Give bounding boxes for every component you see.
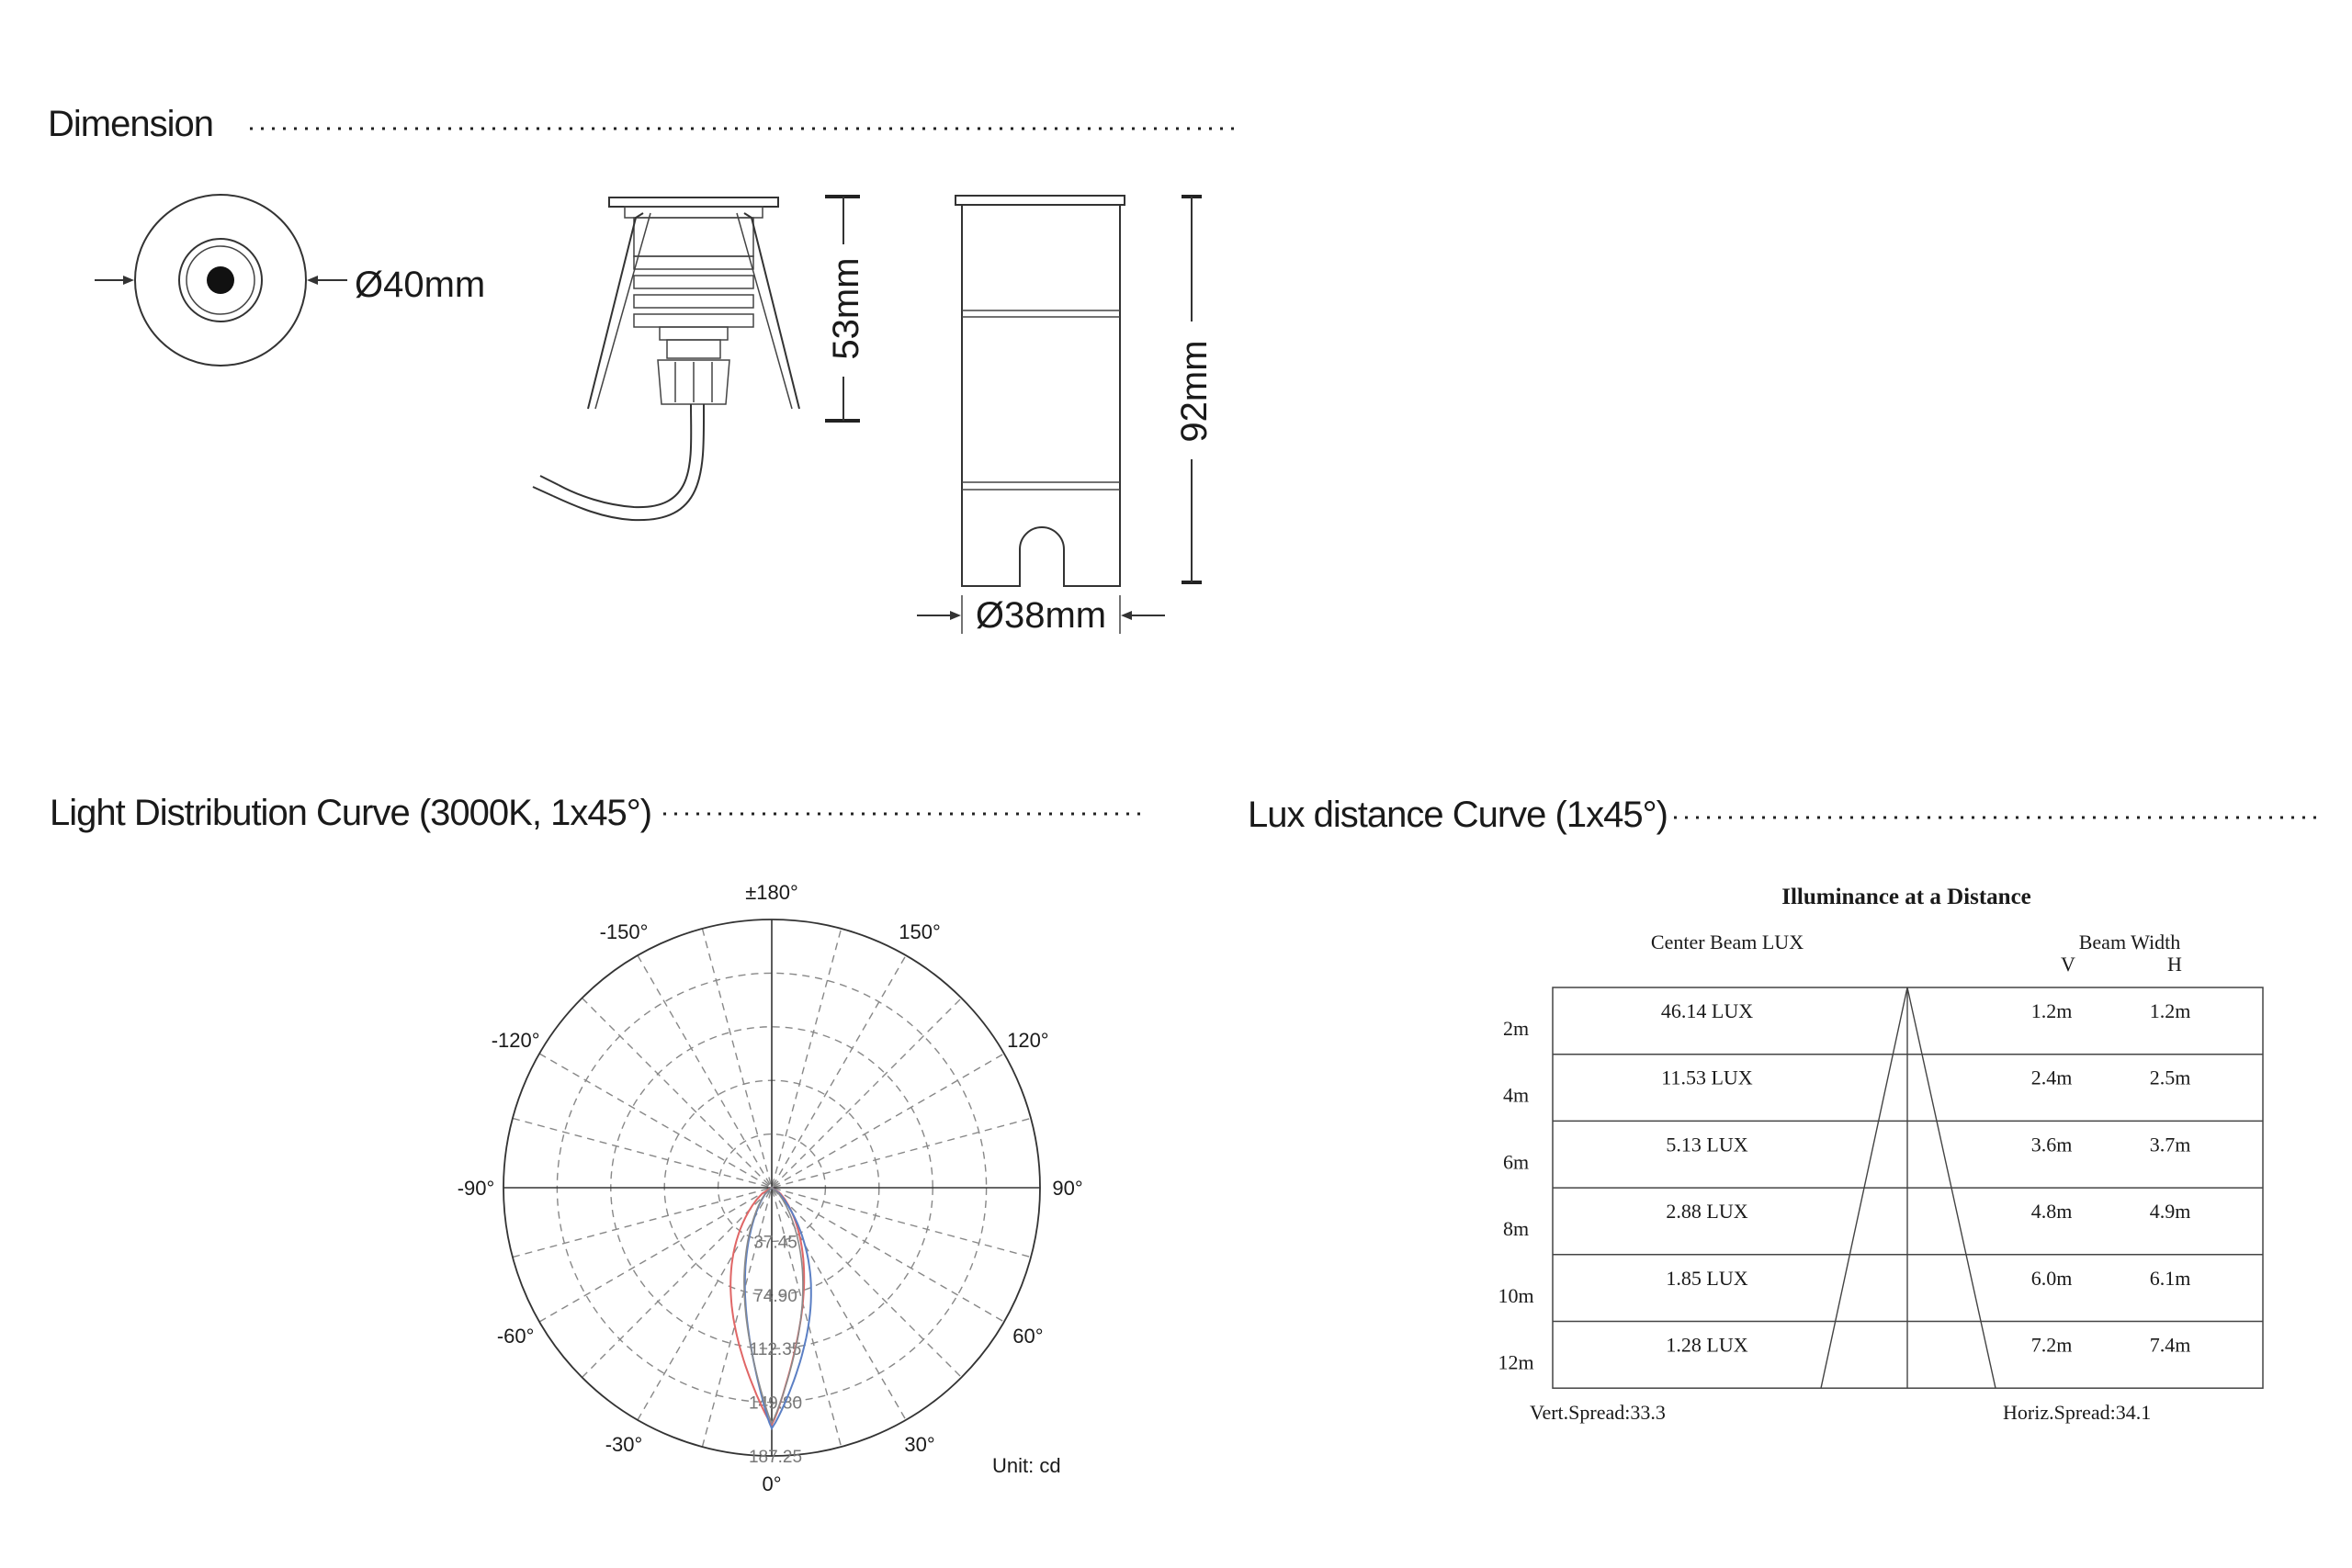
lux-table	[1498, 987, 2263, 1388]
lux-row-beam-v: 2.4m	[2030, 1066, 2073, 1089]
sleeve-height-label: 92mm	[1174, 340, 1215, 443]
side-view-gland-nut	[667, 340, 720, 358]
polar-angle-label: -60°	[496, 1325, 535, 1348]
lux-col-beam: Beam Width	[2078, 931, 2181, 953]
polar-angle-label: ±180°	[745, 881, 798, 904]
side-view-clip-left-inner	[595, 213, 650, 409]
polar-angle-label: -90°	[457, 1177, 495, 1200]
light-distribution-title: Light Distribution Curve (3000K, 1x45°)	[50, 793, 652, 833]
lux-row-distance: 6m	[1502, 1150, 1530, 1174]
top-view-diameter-label: Ø40mm	[355, 265, 486, 305]
side-view-clip-right	[744, 213, 799, 409]
lux-row-distance: 2m	[1502, 1017, 1530, 1040]
polar-angle-label: 60°	[1012, 1325, 1044, 1348]
lux-horiz-spread: Horiz.Spread:34.1	[2003, 1401, 2152, 1424]
lux-row-beam-h: 7.4m	[2149, 1333, 2191, 1357]
lux-row-beam-v: 7.2m	[2030, 1333, 2073, 1357]
polar-angle-label: 0°	[762, 1472, 782, 1495]
lux-row-beam-h: 1.2m	[2149, 999, 2191, 1022]
lux-col-h: H	[2167, 953, 2182, 976]
lux-heading: Illuminance at a Distance	[1781, 885, 2031, 909]
lux-row-center-lux: 11.53 LUX	[1661, 1066, 1753, 1089]
side-view-drawing	[533, 197, 860, 520]
dim-38-right-head	[1121, 611, 1132, 620]
polar-angle-label: -150°	[599, 920, 649, 944]
lux-row-beam-v: 4.8m	[2030, 1200, 2073, 1224]
side-view-cable-outer	[559, 404, 691, 507]
side-view-clip-left	[588, 213, 643, 409]
sleeve-drawing	[917, 196, 1202, 634]
side-view-fin-4	[634, 314, 753, 327]
lux-row-center-lux: 46.14 LUX	[1660, 999, 1754, 1022]
polar-angle-label: -120°	[491, 1029, 540, 1052]
lux-row-center-lux: 2.88 LUX	[1666, 1200, 1748, 1224]
lux-distance-title: Lux distance Curve (1x45°)	[1248, 795, 1668, 835]
dimension-title: Dimension	[48, 104, 213, 144]
top-view-arrow-left-head	[123, 276, 134, 285]
lux-vert-spread: Vert.Spread:33.3	[1530, 1401, 1666, 1424]
lux-row-distance: 10m	[1498, 1283, 1534, 1307]
side-view-wire-2	[533, 487, 553, 496]
sleeve-body	[962, 205, 1120, 586]
lux-col-v: V	[2061, 953, 2075, 976]
lux-row-distance: 12m	[1498, 1350, 1534, 1374]
side-view-gland-top	[660, 327, 728, 340]
side-view-cable-inner	[553, 404, 704, 520]
lux-row-beam-v: 1.2m	[2030, 999, 2073, 1022]
side-view-clip-right-inner	[737, 213, 792, 409]
dim-38-left-head	[950, 611, 961, 620]
side-view-fin-1	[634, 256, 753, 269]
polar-angle-label: 120°	[1007, 1029, 1049, 1052]
lux-row-beam-v: 6.0m	[2030, 1266, 2073, 1290]
polar-angle-label: 150°	[899, 920, 941, 944]
polar-ring-value: 37.45	[753, 1233, 797, 1253]
polar-ring-value: 74.90	[753, 1286, 797, 1306]
polar-ring-value: 112.35	[749, 1340, 802, 1360]
polar-ring-value: 149.80	[748, 1393, 803, 1414]
lux-row-beam-h: 6.1m	[2149, 1266, 2191, 1290]
sleeve-diameter-label: Ø38mm	[975, 595, 1107, 636]
lux-row-beam-v: 3.6m	[2030, 1133, 2073, 1156]
side-view-fin-2	[634, 276, 753, 288]
polar-ring-value: 187.25	[748, 1448, 803, 1467]
side-view-flange	[609, 197, 778, 207]
lux-row-beam-h: 3.7m	[2149, 1133, 2191, 1156]
side-view-fin-3	[634, 295, 753, 308]
polar-angle-label: -30°	[605, 1432, 643, 1456]
top-view-drawing	[95, 195, 347, 366]
top-view-arrow-right-head	[307, 276, 318, 285]
lux-col-center: Center Beam LUX	[1650, 931, 1804, 953]
lux-row-center-lux: 5.13 LUX	[1666, 1133, 1748, 1156]
side-view-height-label: 53mm	[826, 257, 866, 360]
polar-angle-label: 30°	[904, 1432, 935, 1456]
lux-row-beam-h: 4.9m	[2149, 1200, 2191, 1224]
top-view-lens	[207, 266, 234, 294]
side-view-body-top	[634, 218, 753, 256]
polar-angle-label: 90°	[1052, 1177, 1083, 1200]
lux-row-distance: 4m	[1502, 1083, 1530, 1107]
lux-row-beam-h: 2.5m	[2149, 1066, 2191, 1089]
sleeve-flange	[956, 196, 1125, 205]
side-view-neck	[625, 207, 763, 218]
lux-row-center-lux: 1.28 LUX	[1666, 1333, 1748, 1357]
side-view-wire-1	[540, 476, 559, 485]
lux-row-distance: 8m	[1502, 1217, 1530, 1241]
polar-unit-label: Unit: cd	[992, 1454, 1061, 1477]
lux-row-center-lux: 1.85 LUX	[1666, 1266, 1748, 1290]
polar-chart	[458, 881, 1083, 1495]
